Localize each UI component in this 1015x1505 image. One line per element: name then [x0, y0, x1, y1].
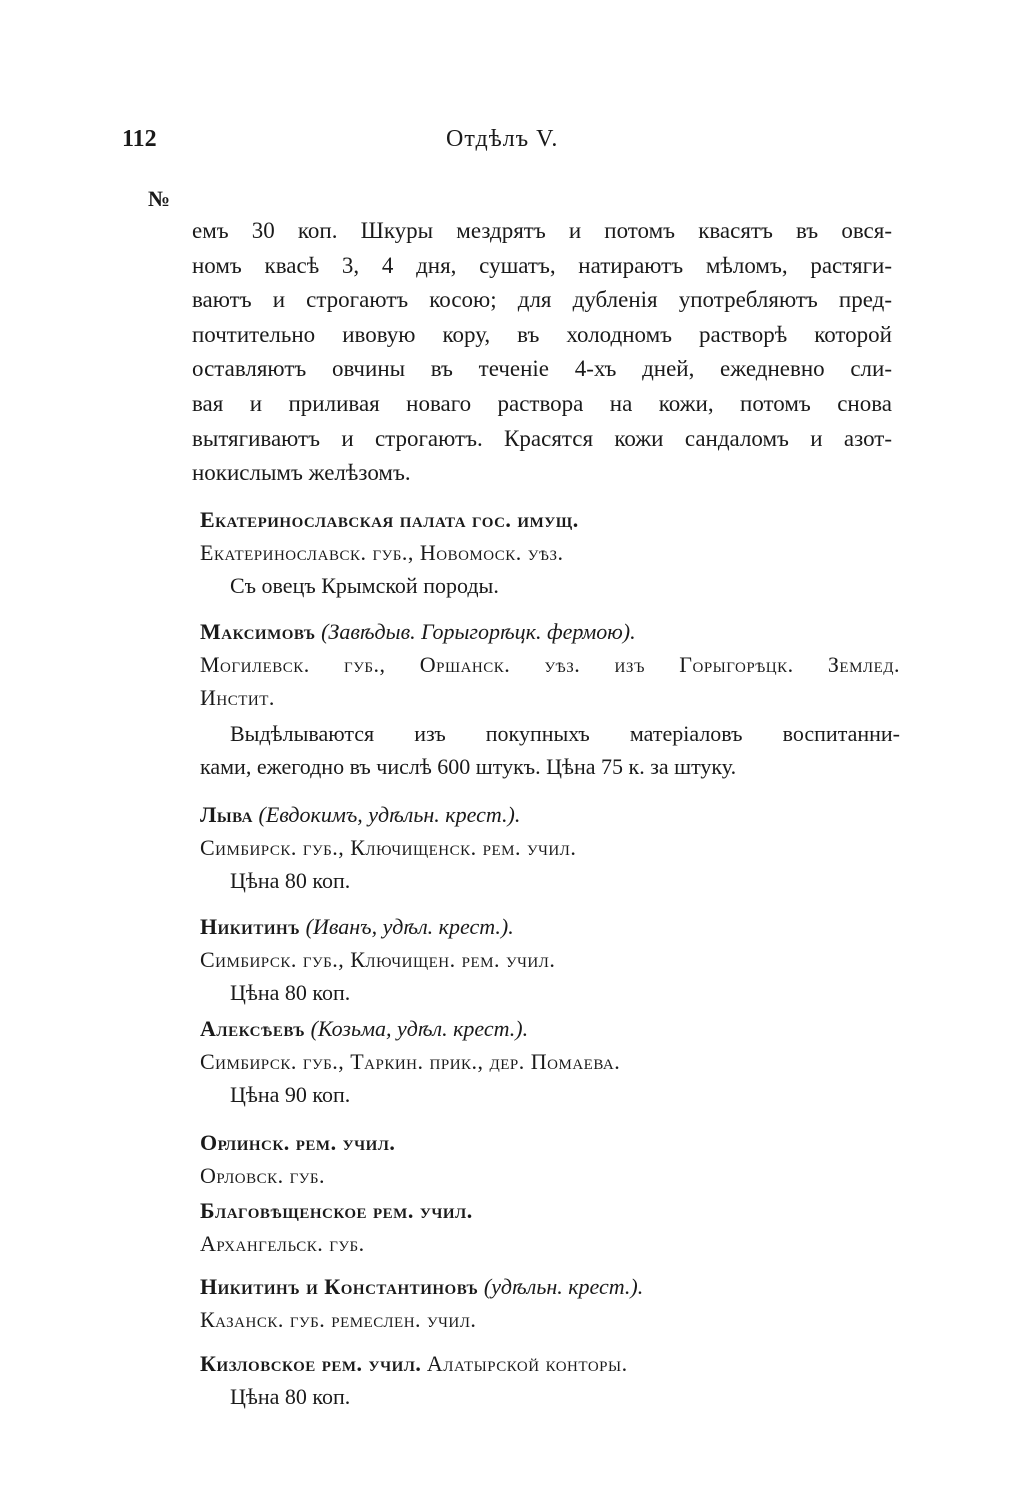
running-head: Отдѣлъ V. — [446, 126, 559, 152]
exhibitor-price: Цѣна 80 коп. — [230, 1384, 351, 1409]
exhibitor-name: Кизловское рем. учил. — [200, 1351, 422, 1376]
exhibitor-entry — [200, 1126, 900, 1192]
intro-paragraph — [192, 214, 892, 491]
text-line: вытягиваютъ и строгаютъ. Красятся кожи сандаломъ и азот- — [192, 425, 892, 451]
exhibitor-name: Лыва — [200, 802, 254, 827]
exhibitor-entry — [200, 1194, 900, 1260]
exhibitor-entry — [200, 503, 900, 602]
margin-number-sign: № — [148, 186, 171, 211]
exhibitor-location: Могилевск. губ., Оршанск. уѣз. изъ Горыгорѣцк. Землед. — [200, 652, 900, 677]
exhibitor-entry — [200, 910, 900, 1009]
text-line: нокислымъ желѣзомъ. — [192, 460, 411, 486]
text-line: оставляютъ овчины въ теченіе 4-хъ дней, ежедневно сли- — [192, 356, 892, 382]
exhibitor-entry — [200, 1347, 900, 1413]
text-line: емъ 30 коп. Шкуры мездрятъ и потомъ квасятъ въ овся- — [192, 218, 892, 243]
exhibitor-name: Орлинск. рем. учил. — [200, 1130, 396, 1155]
exhibitor-entry — [200, 615, 900, 783]
exhibitor-entry — [200, 1270, 900, 1336]
exhibitor-price: Цѣна 80 коп. — [230, 868, 351, 893]
exhibitor-details: (Евдокимъ, удѣльн. крест.). — [258, 802, 521, 827]
exhibitor-name: Максимовъ — [200, 619, 316, 644]
exhibitor-location: Казанск. губ. ремеслен. учил. — [200, 1307, 477, 1332]
exhibitor-details: (удѣльн. крест.). — [483, 1274, 644, 1299]
exhibitor-location: Симбирск. губ., Ключищен. рем. учил. — [200, 947, 556, 972]
exhibitor-note: ками, ежегодно въ числѣ 600 штукъ. Цѣна 75 к. за штуку. — [200, 754, 737, 779]
exhibitor-location: Архангельск. губ. — [200, 1231, 365, 1256]
exhibitor-name: Алексѣевъ — [200, 1016, 306, 1041]
exhibitor-price: Цѣна 80 коп. — [230, 980, 351, 1005]
exhibitor-note: Съ овецъ Крымской породы. — [230, 573, 499, 598]
text-line: вая и приливая новаго раствора на кожи, потомъ снова — [192, 390, 892, 416]
exhibitor-office: Алатырской конторы. — [426, 1351, 628, 1376]
exhibitor-name: Благовѣщенское рем. учил. — [200, 1198, 473, 1223]
exhibitor-name: Никитинъ и Константиновъ — [200, 1274, 479, 1299]
exhibitor-name: Никитинъ — [200, 914, 301, 939]
exhibitor-location: Екатеринославск. губ., Новомоск. уѣз. — [200, 540, 564, 565]
page-header — [0, 126, 1015, 160]
exhibitor-details: (Козьма, удѣл. крест.). — [310, 1016, 529, 1041]
text-line: номъ квасѣ 3, 4 дня, сушатъ, натираютъ мѣломъ, растяги- — [192, 252, 892, 278]
exhibitor-note: Выдѣлываются изъ покупныхъ матеріаловъ воспитанни- — [230, 721, 900, 746]
exhibitor-entry — [200, 798, 900, 897]
exhibitor-details: (Иванъ, удѣл. крест.). — [305, 914, 514, 939]
text-line: почтительно ивовую кору, въ холодномъ растворѣ которой — [192, 321, 892, 347]
exhibitor-name: Екатеринославская палата гос. имущ. — [200, 507, 579, 532]
exhibitor-location: Орловск. губ. — [200, 1163, 326, 1188]
exhibitor-entry — [200, 1012, 900, 1111]
exhibitor-location: Инстит. — [200, 685, 275, 710]
exhibitor-location: Симбирск. губ., Ключищенск. рем. учил. — [200, 835, 577, 860]
exhibitor-price: Цѣна 90 коп. — [230, 1082, 351, 1107]
exhibitor-location: Симбирск. губ., Таркин. прик., дер. Помаева. — [200, 1049, 621, 1074]
page-number: 112 — [122, 126, 157, 152]
exhibitor-details: (Завѣдыв. Горыгорѣцк. фермою). — [321, 619, 636, 644]
text-line: ваютъ и строгаютъ косою; для дубленія употребляютъ пред- — [192, 287, 892, 313]
